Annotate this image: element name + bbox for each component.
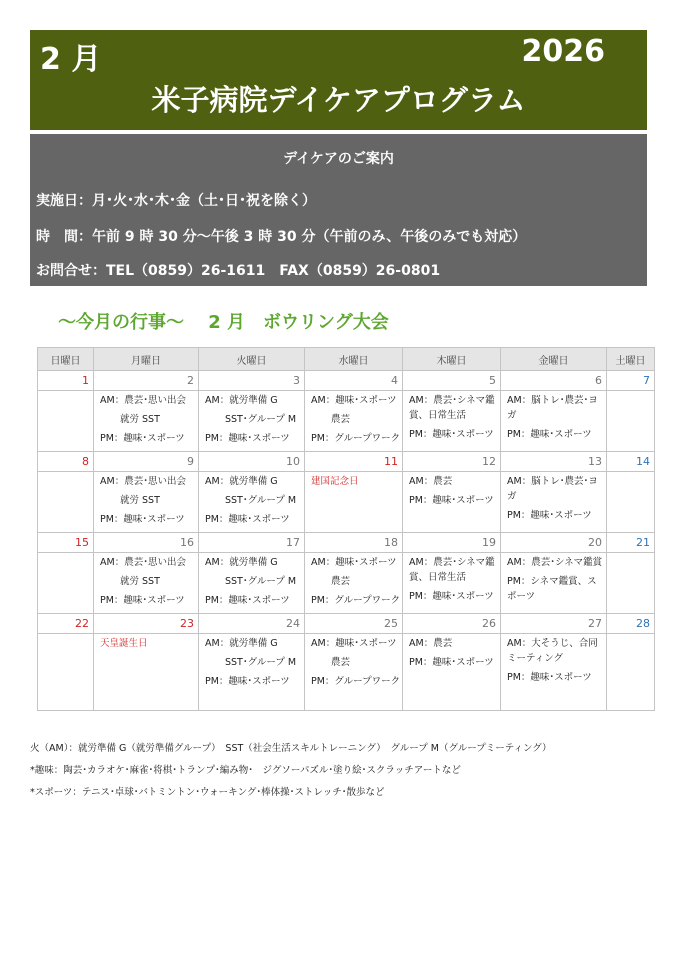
activity-line: PM：シネマ鑑賞、スポーツ — [507, 576, 597, 602]
date-cell: 12 — [403, 452, 501, 472]
activity-line: PM：趣味･スポーツ — [205, 676, 290, 687]
activity-line: PM：趣味･スポーツ — [100, 433, 185, 444]
date-cell: 21 — [607, 533, 655, 553]
header-sunday: 日曜日 — [38, 348, 94, 371]
date-cell: 5 — [403, 371, 501, 391]
activity-line: AM：脳トレ･農芸･ヨガ — [507, 395, 598, 421]
activity-line: PM：グループワーク — [311, 595, 401, 606]
activity-line: PM：趣味･スポーツ — [409, 495, 494, 506]
calendar-table — [37, 347, 655, 711]
monthly-event: ～今月の行事～ 2 月 ボウリング大会 — [58, 312, 389, 333]
activity-cell-tuesday — [199, 472, 305, 533]
info-box — [30, 134, 647, 286]
date-cell: 9 — [94, 452, 199, 472]
activity-cell-wednesday — [305, 472, 403, 533]
activity-line: AM：趣味･スポーツ — [311, 395, 397, 406]
activity-cell-saturday — [607, 472, 655, 533]
activity-line: SST･グループ M — [225, 657, 297, 668]
date-cell: 24 — [199, 614, 305, 634]
activity-cell-saturday — [607, 634, 655, 711]
activity-cell-friday — [501, 472, 607, 533]
activity-cell-sunday — [38, 634, 94, 711]
activity-cell-sunday — [38, 553, 94, 614]
activity-cell-tuesday — [199, 634, 305, 711]
activity-cell-monday — [94, 553, 199, 614]
activity-cell-monday — [94, 472, 199, 533]
date-cell: 7 — [607, 371, 655, 391]
activity-line: AM：農芸･思い出会 — [100, 557, 186, 568]
activity-cell-monday — [94, 634, 199, 711]
activity-line: 就労 SST — [120, 576, 160, 587]
activity-line: AM：農芸･シネマ鑑賞 — [507, 557, 603, 568]
activity-line: AM：農芸･思い出会 — [100, 476, 186, 487]
activity-line: AM：就労準備 G — [205, 476, 278, 487]
activity-line: AM：脳トレ･農芸･ヨガ — [507, 476, 598, 502]
activity-line: AM：農芸 — [409, 476, 453, 487]
date-cell: 13 — [501, 452, 607, 472]
date-row — [38, 614, 655, 634]
activity-cell-friday — [501, 634, 607, 711]
activity-cell-sunday — [38, 472, 94, 533]
header-banner — [30, 30, 647, 130]
activity-line: SST･グループ M — [225, 576, 297, 587]
header-monday: 月曜日 — [94, 348, 199, 371]
holiday-label: 天皇誕生日 — [100, 638, 148, 649]
activity-line: PM：趣味･スポーツ — [100, 595, 185, 606]
header-tuesday: 火曜日 — [199, 348, 305, 371]
activity-cell-tuesday — [199, 553, 305, 614]
activity-cell-tuesday — [199, 391, 305, 452]
activity-line: SST･グループ M — [225, 414, 297, 425]
page-title: 米子病院デイケアプログラム — [151, 83, 526, 117]
activity-line: 就労 SST — [120, 495, 160, 506]
date-cell: 18 — [305, 533, 403, 553]
year-label: 2026 — [521, 34, 605, 69]
calendar-header-row — [38, 348, 655, 371]
footnote-abbreviations: 火（AM）：就労準備 G（就労準備グループ） SST（社会生活スキルトレーニング） グループ M（グループミーティング） — [30, 743, 552, 754]
activity-line: AM：農芸･シネマ鑑賞、日常生活 — [409, 395, 495, 421]
activity-cell-saturday — [607, 553, 655, 614]
activity-row — [38, 553, 655, 614]
date-cell: 25 — [305, 614, 403, 634]
date-cell: 10 — [199, 452, 305, 472]
activity-line: SST･グループ M — [225, 495, 297, 506]
activity-line: PM：グループワーク — [311, 433, 401, 444]
date-row — [38, 371, 655, 391]
activity-line: PM：趣味･スポーツ — [409, 429, 494, 440]
activity-line: AM：趣味･スポーツ — [311, 557, 397, 568]
activity-cell-sunday — [38, 391, 94, 452]
activity-cell-wednesday — [305, 553, 403, 614]
activity-line: PM：グループワーク — [311, 676, 401, 687]
activity-row — [38, 472, 655, 533]
header-thursday: 木曜日 — [403, 348, 501, 371]
date-cell: 19 — [403, 533, 501, 553]
activity-line: PM：趣味･スポーツ — [507, 672, 592, 683]
date-row — [38, 533, 655, 553]
activity-row — [38, 634, 655, 711]
activity-cell-thursday — [403, 472, 501, 533]
date-cell: 20 — [501, 533, 607, 553]
activity-line: PM：趣味･スポーツ — [409, 657, 494, 668]
date-cell: 8 — [38, 452, 94, 472]
activity-line: PM：趣味･スポーツ — [100, 514, 185, 525]
holiday-label: 建国記念日 — [311, 476, 359, 487]
activity-line: PM：趣味･スポーツ — [507, 429, 592, 440]
info-hours: 時 間：午前 9 時 30 分～午後 3 時 30 分（午前のみ、午後のみでも対応） — [36, 229, 527, 245]
date-cell-holiday: 11 — [305, 452, 403, 472]
activity-cell-thursday — [403, 391, 501, 452]
date-cell: 1 — [38, 371, 94, 391]
header-wednesday: 水曜日 — [305, 348, 403, 371]
footnote-sports: *スポーツ：テニス･卓球･バトミントン･ウォーキング･棒体操･ストレッチ･散歩など — [30, 787, 385, 798]
activity-cell-friday — [501, 553, 607, 614]
activity-line: PM：趣味･スポーツ — [205, 433, 290, 444]
date-cell: 15 — [38, 533, 94, 553]
activity-line: PM：趣味･スポーツ — [205, 514, 290, 525]
activity-line: 農芸 — [331, 414, 351, 425]
date-cell: 3 — [199, 371, 305, 391]
activity-line: AM：農芸･思い出会 — [100, 395, 186, 406]
date-cell: 14 — [607, 452, 655, 472]
activity-row — [38, 391, 655, 452]
header-saturday: 土曜日 — [607, 348, 655, 371]
activity-cell-wednesday — [305, 391, 403, 452]
info-days: 実施日：月･火･水･木･金（土･日･祝を除く） — [36, 193, 316, 209]
activity-line: 農芸 — [331, 657, 351, 668]
month-label: 2 月 — [40, 42, 102, 77]
date-cell: 2 — [94, 371, 199, 391]
date-cell: 17 — [199, 533, 305, 553]
activity-cell-wednesday — [305, 634, 403, 711]
date-row — [38, 452, 655, 472]
activity-line: AM：農芸 — [409, 638, 453, 649]
activity-line: PM：趣味･スポーツ — [409, 591, 494, 602]
footnote-hobby: *趣味：陶芸･カラオケ･麻雀･将棋･トランプ･編み物･ ジグソーパズル･塗り絵･スクラッチアートなど — [30, 765, 461, 776]
date-cell: 6 — [501, 371, 607, 391]
activity-cell-friday — [501, 391, 607, 452]
activity-line: AM：就労準備 G — [205, 638, 278, 649]
date-cell: 4 — [305, 371, 403, 391]
activity-line: AM：農芸･シネマ鑑賞、日常生活 — [409, 557, 495, 583]
date-cell: 28 — [607, 614, 655, 634]
activity-line: AM：趣味･スポーツ — [311, 638, 397, 649]
activity-line: AM：就労準備 G — [205, 557, 278, 568]
date-cell-holiday: 23 — [94, 614, 199, 634]
activity-line: AM：就労準備 G — [205, 395, 278, 406]
info-contact: お問合せ：TEL（0859）26-1611 FAX（0859）26-0801 — [36, 263, 441, 279]
date-cell: 26 — [403, 614, 501, 634]
activity-line: AM：大そうじ、合同ミーティング — [507, 638, 598, 664]
footnotes — [30, 738, 552, 804]
date-cell: 22 — [38, 614, 94, 634]
info-title: デイケアのご案内 — [283, 151, 394, 167]
header-friday: 金曜日 — [501, 348, 607, 371]
activity-line: 就労 SST — [120, 414, 160, 425]
activity-line: PM：趣味･スポーツ — [205, 595, 290, 606]
date-cell: 27 — [501, 614, 607, 634]
activity-line: PM：趣味･スポーツ — [507, 510, 592, 521]
activity-cell-monday — [94, 391, 199, 452]
date-cell: 16 — [94, 533, 199, 553]
activity-cell-saturday — [607, 391, 655, 452]
activity-cell-thursday — [403, 634, 501, 711]
activity-cell-thursday — [403, 553, 501, 614]
activity-line: 農芸 — [331, 576, 351, 587]
